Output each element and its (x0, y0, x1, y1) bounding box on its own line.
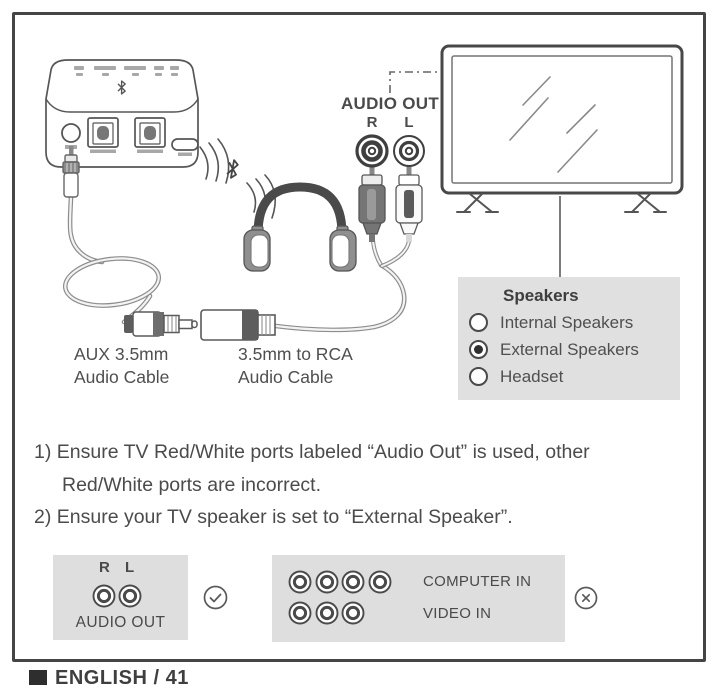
tv-audio-out-label: AUDIO OUT (340, 94, 440, 113)
radio-unselected-icon (469, 313, 488, 332)
speakers-option-headset (458, 363, 680, 390)
instruction-step2: 2) Ensure your TV speaker is set to “External Speaker”. (34, 506, 513, 528)
speakers-option-label: External Speakers (500, 339, 639, 359)
footer-page-label: ENGLISH / 41 (55, 667, 189, 685)
rca-cable-label (238, 343, 353, 389)
rca-cable-label-line1: 3.5mm to RCA (238, 344, 353, 364)
aux-cable-label-line2: Audio Cable (74, 367, 170, 387)
speakers-menu-panel (458, 277, 680, 400)
footer-square-icon (29, 670, 47, 685)
speakers-option-label: Internal Speakers (500, 312, 634, 332)
rca-jack-icon (340, 600, 366, 626)
radio-selected-icon (469, 340, 488, 359)
rca-jack-icon (287, 600, 313, 626)
speakers-menu-title: Speakers (503, 286, 579, 305)
x-icon (574, 586, 598, 610)
rca-left-label: L (404, 114, 414, 131)
rca-jack-icon (314, 600, 340, 626)
instruction-step1-line1: 1) Ensure TV Red/White ports labeled “Audio Out” is used, other (34, 441, 590, 463)
rca-jack-icon (314, 569, 340, 595)
check-icon (203, 585, 228, 610)
rca-jack-icon (367, 569, 393, 595)
aux-cable-label (74, 343, 169, 389)
incorrect-ports-box (272, 555, 565, 642)
radio-unselected-icon (469, 367, 488, 386)
instruction-step1-line2: Red/White ports are incorrect. (62, 474, 322, 496)
speakers-option-label: Headset (500, 366, 564, 386)
video-in-label: VIDEO IN (423, 605, 492, 622)
speakers-option-external (458, 336, 680, 363)
correct-ports-caption: AUDIO OUT (75, 614, 166, 631)
rca-jack-icon (340, 569, 366, 595)
correct-ports-box (53, 555, 188, 640)
speakers-option-internal (458, 309, 680, 336)
rca-right-label: R (366, 114, 378, 131)
example-left-label: L (125, 559, 135, 576)
rca-cable-label-line2: Audio Cable (238, 367, 334, 387)
aux-cable-label-line1: AUX 3.5mm (74, 344, 169, 364)
example-right-label: R (99, 559, 110, 576)
rca-jack-icon (287, 569, 313, 595)
computer-in-label: COMPUTER IN (423, 573, 532, 590)
rca-jack-icon (91, 583, 117, 609)
rca-jack-icon (117, 583, 143, 609)
